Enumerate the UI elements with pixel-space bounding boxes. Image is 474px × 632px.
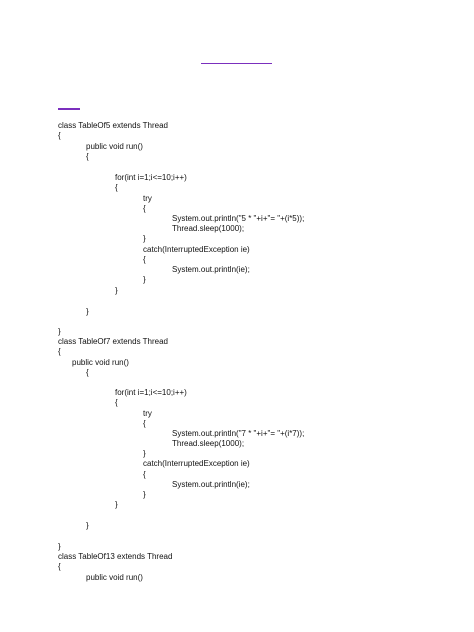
code-line: catch(InterruptedException ie) bbox=[143, 459, 250, 468]
code-line: System.out.println(ie); bbox=[172, 265, 250, 274]
code-line: System.out.println(ie); bbox=[172, 480, 250, 489]
code-line: { bbox=[58, 131, 61, 140]
code-line: class TableOf5 extends Thread bbox=[58, 121, 168, 130]
code-line: } bbox=[86, 307, 89, 316]
code-line: } bbox=[143, 234, 146, 243]
code-line: public void run() bbox=[86, 573, 143, 582]
code-line: } bbox=[143, 449, 146, 458]
code-line: try bbox=[143, 194, 152, 203]
code-line: public void run() bbox=[72, 358, 129, 367]
code-line: System.out.println("7 * "+i+"= "+(i*7)); bbox=[172, 429, 305, 438]
code-line: { bbox=[86, 152, 89, 161]
code-line: { bbox=[143, 255, 146, 264]
code-line: } bbox=[115, 500, 118, 509]
code-line: { bbox=[86, 368, 89, 377]
code-line: } bbox=[58, 542, 61, 551]
code-line: catch(InterruptedException ie) bbox=[143, 245, 250, 254]
code-line: class TableOf13 extends Thread bbox=[58, 552, 173, 561]
code-line: public void run() bbox=[86, 142, 143, 151]
code-line: } bbox=[143, 275, 146, 284]
code-line: try bbox=[143, 409, 152, 418]
code-line: for(int i=1;i<=10;i++) bbox=[115, 173, 187, 182]
code-line: { bbox=[58, 562, 61, 571]
code-line: { bbox=[115, 183, 118, 192]
code-line: { bbox=[143, 204, 146, 213]
code-line: } bbox=[143, 490, 146, 499]
code-line: for(int i=1;i<=10;i++) bbox=[115, 388, 187, 397]
code-line: System.out.println("5 * "+i+"= "+(i*5)); bbox=[172, 214, 305, 223]
code-line: } bbox=[58, 327, 61, 336]
code-line: { bbox=[143, 470, 146, 479]
code-line: { bbox=[58, 347, 61, 356]
code-line: { bbox=[143, 419, 146, 428]
code-line: } bbox=[86, 521, 89, 530]
code-line: { bbox=[115, 398, 118, 407]
code-line: } bbox=[115, 286, 118, 295]
code-line: Thread.sleep(1000); bbox=[172, 439, 245, 448]
code-line: Thread.sleep(1000); bbox=[172, 224, 245, 233]
code-line: class TableOf7 extends Thread bbox=[58, 337, 168, 346]
